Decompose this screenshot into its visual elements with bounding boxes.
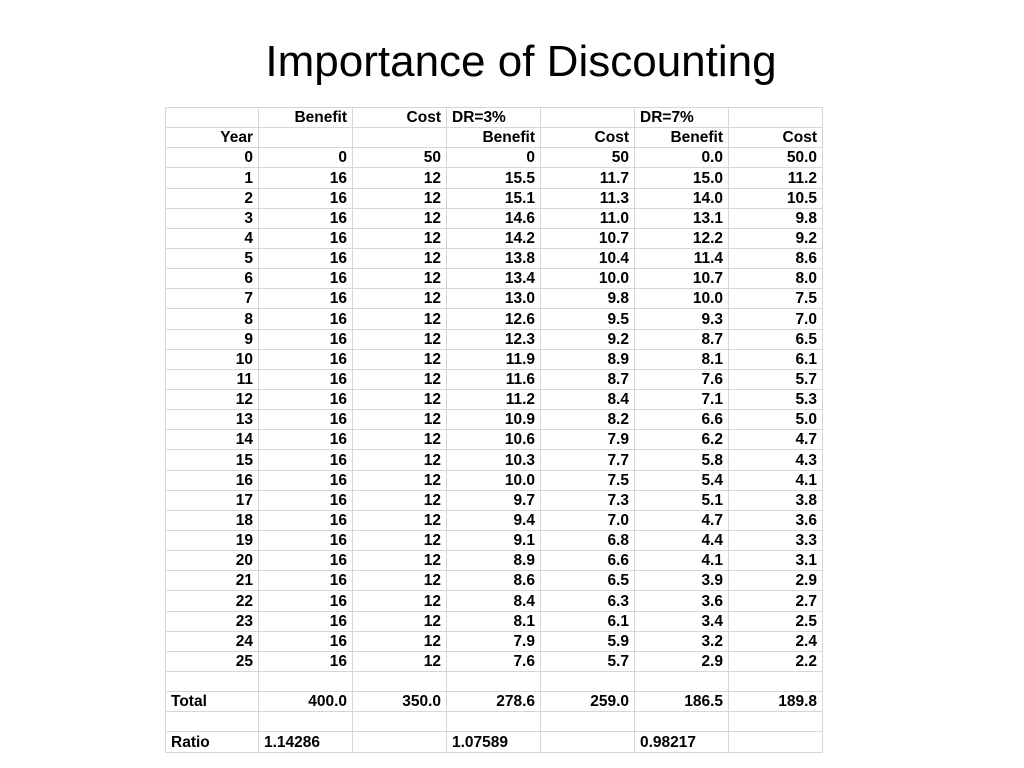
cell-dr7-cost: 2.7 xyxy=(729,591,823,611)
cell-dr7-cost: 189.8 xyxy=(729,692,823,712)
cell-dr7-cost: 11.2 xyxy=(729,168,823,188)
cell-dr3-benefit: 11.9 xyxy=(447,349,541,369)
cell-dr7-benefit: 3.4 xyxy=(635,611,729,631)
cell-dr7-benefit: 12.2 xyxy=(635,228,729,248)
cell-cost: 12 xyxy=(353,530,447,550)
cell-empty xyxy=(353,671,447,691)
cell-dr7-cost xyxy=(729,732,823,752)
cell-dr3-cost: 7.0 xyxy=(541,510,635,530)
table-row xyxy=(166,591,823,611)
cell-dr7-cost: 2.9 xyxy=(729,571,823,591)
cell-benefit: 16 xyxy=(259,591,353,611)
cell-dr3-benefit: 15.1 xyxy=(447,188,541,208)
cell-year: Year xyxy=(166,128,259,148)
cell-dr7-cost: 3.6 xyxy=(729,510,823,530)
cell-dr7-benefit: 15.0 xyxy=(635,168,729,188)
cell-dr7-benefit: 6.6 xyxy=(635,410,729,430)
cell-year: 5 xyxy=(166,248,259,268)
cell-dr3-benefit: 0 xyxy=(447,148,541,168)
cell-cost: 12 xyxy=(353,571,447,591)
cell-dr7-cost: 8.6 xyxy=(729,248,823,268)
cell-cost: 12 xyxy=(353,168,447,188)
cell-year: 8 xyxy=(166,309,259,329)
cell-dr7-benefit: 186.5 xyxy=(635,692,729,712)
cell-cost: 12 xyxy=(353,631,447,651)
cell-year: Total xyxy=(166,692,259,712)
cell-dr3-cost: 8.9 xyxy=(541,349,635,369)
cell-dr3-benefit: Benefit xyxy=(447,128,541,148)
cell-cost: 12 xyxy=(353,591,447,611)
cell-dr7-cost: 5.0 xyxy=(729,410,823,430)
table-row xyxy=(166,349,823,369)
cell-year: 4 xyxy=(166,228,259,248)
cell-benefit: 16 xyxy=(259,389,353,409)
cell-cost: 12 xyxy=(353,208,447,228)
cell-benefit: 16 xyxy=(259,349,353,369)
cell-empty xyxy=(729,671,823,691)
cell-cost: 12 xyxy=(353,611,447,631)
cell-dr3-benefit: 8.9 xyxy=(447,551,541,571)
cell-dr7-cost: 4.3 xyxy=(729,450,823,470)
cell-year: 16 xyxy=(166,470,259,490)
table-row xyxy=(166,450,823,470)
table-row xyxy=(166,248,823,268)
cell-dr3-cost: 7.3 xyxy=(541,490,635,510)
cell-benefit: 16 xyxy=(259,188,353,208)
cell-dr3-cost: 7.9 xyxy=(541,430,635,450)
cell-empty xyxy=(166,671,259,691)
cell-dr7-cost: 3.8 xyxy=(729,490,823,510)
table-row xyxy=(166,148,823,168)
cell-benefit: 16 xyxy=(259,450,353,470)
cell-dr3-cost: Cost xyxy=(541,128,635,148)
cell-dr3-cost: 50 xyxy=(541,148,635,168)
cell-dr3-benefit: 9.4 xyxy=(447,510,541,530)
table-row xyxy=(166,269,823,289)
table-row xyxy=(166,228,823,248)
cell-empty xyxy=(729,712,823,732)
cell-benefit: 400.0 xyxy=(259,692,353,712)
cell-dr7-cost: 2.5 xyxy=(729,611,823,631)
cell-dr7-cost: 2.2 xyxy=(729,651,823,671)
cell-year: 7 xyxy=(166,289,259,309)
cell-dr3-benefit: DR=3% xyxy=(447,108,541,128)
cell-cost: 12 xyxy=(353,551,447,571)
cell-dr7-cost xyxy=(729,108,823,128)
cell-dr7-benefit: 5.4 xyxy=(635,470,729,490)
blank-row xyxy=(166,671,823,691)
cell-dr7-cost: 5.7 xyxy=(729,369,823,389)
cell-benefit: 16 xyxy=(259,208,353,228)
cell-benefit: 0 xyxy=(259,148,353,168)
cell-dr3-benefit: 12.6 xyxy=(447,309,541,329)
cell-dr7-benefit: 6.2 xyxy=(635,430,729,450)
cell-year: 12 xyxy=(166,389,259,409)
cell-empty xyxy=(541,671,635,691)
cell-cost: 350.0 xyxy=(353,692,447,712)
cell-dr7-benefit: DR=7% xyxy=(635,108,729,128)
discounting-table xyxy=(165,107,823,753)
cell-year: 19 xyxy=(166,530,259,550)
table-row xyxy=(166,631,823,651)
cell-empty xyxy=(447,671,541,691)
cell-dr3-benefit: 278.6 xyxy=(447,692,541,712)
cell-dr7-cost: 8.0 xyxy=(729,269,823,289)
cell-dr3-benefit: 10.9 xyxy=(447,410,541,430)
cell-benefit: 16 xyxy=(259,289,353,309)
cell-dr3-benefit: 13.8 xyxy=(447,248,541,268)
cell-dr3-benefit: 8.6 xyxy=(447,571,541,591)
cell-year: 22 xyxy=(166,591,259,611)
cell-dr7-benefit: Benefit xyxy=(635,128,729,148)
table-row xyxy=(166,188,823,208)
table-row xyxy=(166,651,823,671)
cell-dr7-benefit: 8.1 xyxy=(635,349,729,369)
cell-dr3-cost: 6.8 xyxy=(541,530,635,550)
table-row xyxy=(166,329,823,349)
cell-dr3-cost: 10.0 xyxy=(541,269,635,289)
table-row xyxy=(166,530,823,550)
cell-year: 25 xyxy=(166,651,259,671)
cell-cost: 12 xyxy=(353,450,447,470)
table-row xyxy=(166,571,823,591)
cell-dr7-benefit: 5.1 xyxy=(635,490,729,510)
cell-dr3-cost: 9.8 xyxy=(541,289,635,309)
cell-benefit: 16 xyxy=(259,571,353,591)
cell-dr3-benefit: 9.1 xyxy=(447,530,541,550)
cell-dr7-cost: 9.2 xyxy=(729,228,823,248)
table-row xyxy=(166,168,823,188)
cell-dr3-cost: 11.3 xyxy=(541,188,635,208)
cell-cost: 12 xyxy=(353,349,447,369)
cell-year: 2 xyxy=(166,188,259,208)
cell-dr7-benefit: 11.4 xyxy=(635,248,729,268)
cell-dr3-cost: 6.6 xyxy=(541,551,635,571)
table-row xyxy=(166,430,823,450)
cell-year: 21 xyxy=(166,571,259,591)
cell-benefit: 1.14286 xyxy=(259,732,353,752)
cell-dr3-benefit: 8.4 xyxy=(447,591,541,611)
cell-empty xyxy=(447,712,541,732)
cell-dr7-cost: Cost xyxy=(729,128,823,148)
cell-benefit: 16 xyxy=(259,168,353,188)
cell-dr7-benefit: 10.7 xyxy=(635,269,729,289)
cell-cost: 12 xyxy=(353,248,447,268)
table-row xyxy=(166,410,823,430)
cell-benefit: 16 xyxy=(259,651,353,671)
cell-year xyxy=(166,108,259,128)
cell-dr7-benefit: 3.9 xyxy=(635,571,729,591)
cell-dr7-benefit: 4.1 xyxy=(635,551,729,571)
cell-dr3-benefit: 11.2 xyxy=(447,389,541,409)
cell-dr7-cost: 4.7 xyxy=(729,430,823,450)
cell-dr3-benefit: 10.6 xyxy=(447,430,541,450)
cell-benefit: 16 xyxy=(259,410,353,430)
cell-empty xyxy=(259,671,353,691)
cell-benefit: Benefit xyxy=(259,108,353,128)
cell-cost: 12 xyxy=(353,389,447,409)
cell-dr7-cost: 10.5 xyxy=(729,188,823,208)
cell-benefit: 16 xyxy=(259,530,353,550)
cell-year: 9 xyxy=(166,329,259,349)
cell-empty xyxy=(541,712,635,732)
cell-dr7-cost: 2.4 xyxy=(729,631,823,651)
cell-dr7-cost: 9.8 xyxy=(729,208,823,228)
cell-dr7-benefit: 3.2 xyxy=(635,631,729,651)
cell-benefit: 16 xyxy=(259,309,353,329)
cell-year: 24 xyxy=(166,631,259,651)
cell-year: 14 xyxy=(166,430,259,450)
cell-dr3-benefit: 14.6 xyxy=(447,208,541,228)
cell-benefit: 16 xyxy=(259,470,353,490)
cell-cost: 12 xyxy=(353,329,447,349)
cell-year: Ratio xyxy=(166,732,259,752)
cell-dr3-cost: 11.0 xyxy=(541,208,635,228)
cell-dr3-benefit: 11.6 xyxy=(447,369,541,389)
cell-cost: 12 xyxy=(353,289,447,309)
cell-year: 17 xyxy=(166,490,259,510)
table-row xyxy=(166,369,823,389)
cell-benefit: 16 xyxy=(259,611,353,631)
cell-dr7-benefit: 9.3 xyxy=(635,309,729,329)
cell-dr7-cost: 6.5 xyxy=(729,329,823,349)
cell-dr7-benefit: 7.6 xyxy=(635,369,729,389)
cell-dr3-benefit: 13.0 xyxy=(447,289,541,309)
cell-year: 3 xyxy=(166,208,259,228)
cell-dr7-benefit: 3.6 xyxy=(635,591,729,611)
cell-dr7-cost: 50.0 xyxy=(729,148,823,168)
cell-benefit: 16 xyxy=(259,510,353,530)
cell-dr7-benefit: 0.98217 xyxy=(635,732,729,752)
cell-dr3-cost: 10.7 xyxy=(541,228,635,248)
cell-dr7-benefit: 0.0 xyxy=(635,148,729,168)
cell-dr3-cost: 9.2 xyxy=(541,329,635,349)
cell-cost: 12 xyxy=(353,651,447,671)
cell-dr3-cost: 6.5 xyxy=(541,571,635,591)
header-row-1 xyxy=(166,108,823,128)
slide-title: Importance of Discounting xyxy=(265,37,777,86)
cell-year: 6 xyxy=(166,269,259,289)
cell-dr3-cost: 6.1 xyxy=(541,611,635,631)
table-row xyxy=(166,389,823,409)
cell-year: 11 xyxy=(166,369,259,389)
cell-dr7-cost: 5.3 xyxy=(729,389,823,409)
cell-dr3-benefit: 7.6 xyxy=(447,651,541,671)
cell-year: 0 xyxy=(166,148,259,168)
blank-row xyxy=(166,712,823,732)
cell-dr3-cost: 7.5 xyxy=(541,470,635,490)
cell-cost xyxy=(353,732,447,752)
cell-dr7-benefit: 4.7 xyxy=(635,510,729,530)
cell-dr7-benefit: 7.1 xyxy=(635,389,729,409)
cell-dr7-benefit: 14.0 xyxy=(635,188,729,208)
cell-year: 1 xyxy=(166,168,259,188)
cell-benefit: 16 xyxy=(259,551,353,571)
cell-benefit: 16 xyxy=(259,269,353,289)
cell-dr7-cost: 3.3 xyxy=(729,530,823,550)
cell-dr3-cost: 8.2 xyxy=(541,410,635,430)
table-row xyxy=(166,309,823,329)
cell-cost: 12 xyxy=(353,369,447,389)
cell-year: 23 xyxy=(166,611,259,631)
cell-benefit xyxy=(259,128,353,148)
cell-dr3-cost: 6.3 xyxy=(541,591,635,611)
cell-dr3-cost: 5.7 xyxy=(541,651,635,671)
cell-cost: 12 xyxy=(353,470,447,490)
cell-cost xyxy=(353,128,447,148)
cell-dr7-cost: 7.0 xyxy=(729,309,823,329)
cell-dr7-benefit: 5.8 xyxy=(635,450,729,470)
cell-dr3-cost: 9.5 xyxy=(541,309,635,329)
cell-benefit: 16 xyxy=(259,430,353,450)
cell-dr7-cost: 7.5 xyxy=(729,289,823,309)
cell-empty xyxy=(166,712,259,732)
cell-year: 18 xyxy=(166,510,259,530)
cell-dr3-benefit: 14.2 xyxy=(447,228,541,248)
cell-dr3-benefit: 15.5 xyxy=(447,168,541,188)
cell-cost: 12 xyxy=(353,490,447,510)
cell-dr3-cost: 5.9 xyxy=(541,631,635,651)
cell-cost: 12 xyxy=(353,309,447,329)
cell-benefit: 16 xyxy=(259,490,353,510)
table-row xyxy=(166,551,823,571)
table-row xyxy=(166,470,823,490)
cell-cost: 12 xyxy=(353,410,447,430)
cell-empty xyxy=(259,712,353,732)
cell-year: 10 xyxy=(166,349,259,369)
cell-year: 20 xyxy=(166,551,259,571)
cell-dr7-cost: 3.1 xyxy=(729,551,823,571)
ratio-row xyxy=(166,732,823,752)
cell-dr3-cost: 259.0 xyxy=(541,692,635,712)
table-row xyxy=(166,490,823,510)
cell-dr7-benefit: 2.9 xyxy=(635,651,729,671)
cell-dr3-benefit: 10.0 xyxy=(447,470,541,490)
cell-empty xyxy=(635,671,729,691)
table-row xyxy=(166,611,823,631)
cell-dr3-cost: 8.4 xyxy=(541,389,635,409)
cell-dr3-cost xyxy=(541,108,635,128)
cell-dr3-benefit: 8.1 xyxy=(447,611,541,631)
cell-cost: 12 xyxy=(353,228,447,248)
cell-year: 15 xyxy=(166,450,259,470)
cell-cost: 12 xyxy=(353,269,447,289)
table-row xyxy=(166,510,823,530)
cell-dr3-benefit: 13.4 xyxy=(447,269,541,289)
cell-dr3-benefit: 12.3 xyxy=(447,329,541,349)
cell-benefit: 16 xyxy=(259,631,353,651)
total-row xyxy=(166,692,823,712)
cell-dr3-cost: 10.4 xyxy=(541,248,635,268)
cell-benefit: 16 xyxy=(259,369,353,389)
cell-dr3-benefit: 1.07589 xyxy=(447,732,541,752)
cell-benefit: 16 xyxy=(259,329,353,349)
cell-cost: Cost xyxy=(353,108,447,128)
cell-dr3-benefit: 9.7 xyxy=(447,490,541,510)
cell-dr7-benefit: 8.7 xyxy=(635,329,729,349)
cell-cost: 12 xyxy=(353,510,447,530)
cell-year: 13 xyxy=(166,410,259,430)
cell-empty xyxy=(635,712,729,732)
cell-cost: 12 xyxy=(353,188,447,208)
cell-benefit: 16 xyxy=(259,228,353,248)
cell-dr3-cost xyxy=(541,732,635,752)
cell-cost: 12 xyxy=(353,430,447,450)
cell-empty xyxy=(353,712,447,732)
cell-cost: 50 xyxy=(353,148,447,168)
header-row-2 xyxy=(166,128,823,148)
cell-dr7-benefit: 13.1 xyxy=(635,208,729,228)
table-row xyxy=(166,289,823,309)
cell-dr3-cost: 7.7 xyxy=(541,450,635,470)
cell-dr7-benefit: 10.0 xyxy=(635,289,729,309)
cell-dr3-cost: 8.7 xyxy=(541,369,635,389)
cell-dr3-benefit: 7.9 xyxy=(447,631,541,651)
cell-dr3-cost: 11.7 xyxy=(541,168,635,188)
cell-dr7-cost: 6.1 xyxy=(729,349,823,369)
cell-benefit: 16 xyxy=(259,248,353,268)
table-row xyxy=(166,208,823,228)
cell-dr7-benefit: 4.4 xyxy=(635,530,729,550)
cell-dr7-cost: 4.1 xyxy=(729,470,823,490)
cell-dr3-benefit: 10.3 xyxy=(447,450,541,470)
